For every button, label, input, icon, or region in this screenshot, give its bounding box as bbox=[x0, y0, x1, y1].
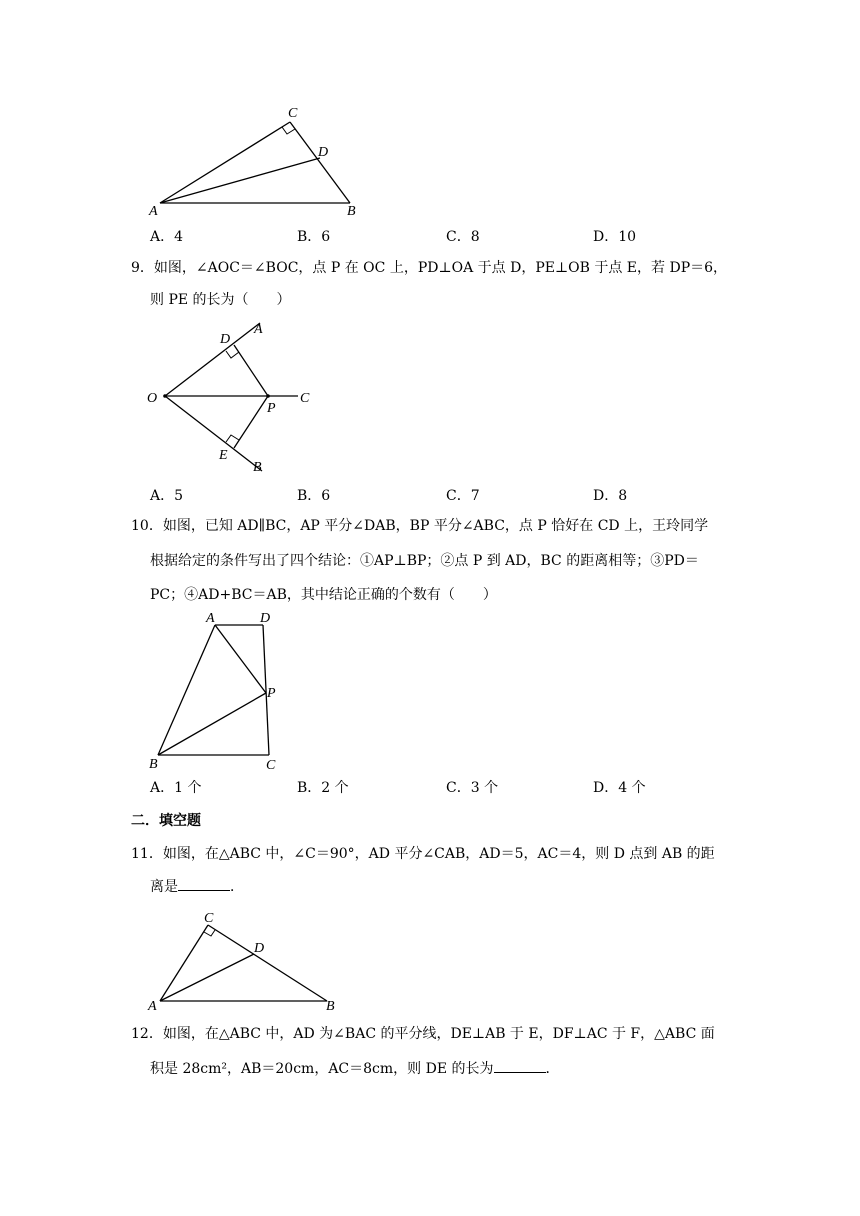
q9-option-d: D．8 bbox=[593, 488, 628, 504]
q9-option-a: A．5 bbox=[150, 488, 184, 504]
q10-stem-line2: 根据给定的条件写出了四个结论：①AP⊥BP；②点 P 到 AD，BC 的距离相等；③PD＝ bbox=[150, 553, 699, 569]
q9-stem-line2: 则 PE 的长为（ ） bbox=[150, 292, 291, 308]
label-c: C bbox=[288, 106, 298, 121]
section-title: 二．填空题 bbox=[131, 813, 201, 829]
label-p: P bbox=[267, 686, 276, 701]
q8-option-b: B．6 bbox=[297, 229, 331, 245]
q10-option-d: D．4 个 bbox=[593, 780, 646, 796]
q10-option-b: B．2 个 bbox=[297, 780, 349, 796]
q11-text: 离是 bbox=[150, 879, 178, 895]
label-b: B bbox=[347, 204, 356, 219]
label-d: D bbox=[220, 332, 231, 347]
label-e: E bbox=[219, 448, 228, 463]
q11-period: ． bbox=[230, 879, 244, 895]
label-d: D bbox=[254, 941, 265, 956]
label-c: C bbox=[204, 911, 214, 926]
label-a: A bbox=[206, 611, 215, 626]
q12-text: 积是 28cm²，AB＝20cm，AC＝8cm，则 DE 的长为 bbox=[150, 1061, 494, 1077]
label-b: B bbox=[253, 460, 262, 475]
figure-q8-triangle bbox=[140, 100, 370, 220]
figure-q9-angle bbox=[140, 318, 330, 478]
q10-stem-line1: 10．如图，已知 AD∥BC，AP 平分∠DAB，BP 平分∠ABC，点 P 恰好在 CD 上，王玲同学 bbox=[131, 518, 709, 534]
q10-stem-line3: PC；④AD+BC＝AB，其中结论正确的个数有（ ） bbox=[150, 587, 497, 603]
q8-option-d: D．10 bbox=[593, 229, 637, 245]
answer-blank[interactable] bbox=[494, 1058, 546, 1073]
answer-blank[interactable] bbox=[178, 876, 230, 891]
q11-stem-line1: 11．如图，在△ABC 中，∠C＝90°，AD 平分∠CAB，AD＝5，AC＝4，则 D 点到 AB 的距 bbox=[131, 846, 715, 862]
q10-option-c: C．3 个 bbox=[446, 780, 499, 796]
label-b: B bbox=[149, 757, 158, 772]
q8-option-a: A．4 bbox=[150, 229, 184, 245]
label-a: A bbox=[148, 999, 157, 1014]
label-a: A bbox=[254, 322, 263, 337]
figure-q11-triangle bbox=[140, 905, 350, 1015]
q11-stem-line2 bbox=[150, 876, 244, 897]
label-d: D bbox=[260, 611, 271, 626]
q12-period: ． bbox=[545, 1061, 560, 1077]
q9-stem-line1: 9．如图，∠AOC＝∠BOC，点 P 在 OC 上，PD⊥OA 于点 D，PE⊥OB 于点 E，若 DP＝6， bbox=[131, 260, 728, 276]
label-c: C bbox=[300, 391, 310, 406]
q12-stem-line1: 12．如图，在△ABC 中，AD 为∠BAC 的平分线，DE⊥AB 于 E，DF⊥AC 于 F，△ABC 面 bbox=[131, 1026, 715, 1042]
label-b: B bbox=[326, 999, 335, 1014]
label-a: A bbox=[149, 204, 158, 219]
figure-q10-trapezoid bbox=[140, 607, 300, 777]
q8-option-c: C．8 bbox=[446, 229, 480, 245]
label-d: D bbox=[318, 145, 329, 160]
label-o: O bbox=[147, 391, 158, 406]
q12-stem-line2 bbox=[150, 1058, 560, 1079]
q9-option-c: C．7 bbox=[446, 488, 480, 504]
q10-option-a: A．1 个 bbox=[150, 780, 202, 796]
label-p: P bbox=[267, 401, 276, 416]
label-c: C bbox=[266, 758, 276, 773]
q9-option-b: B．6 bbox=[297, 488, 331, 504]
